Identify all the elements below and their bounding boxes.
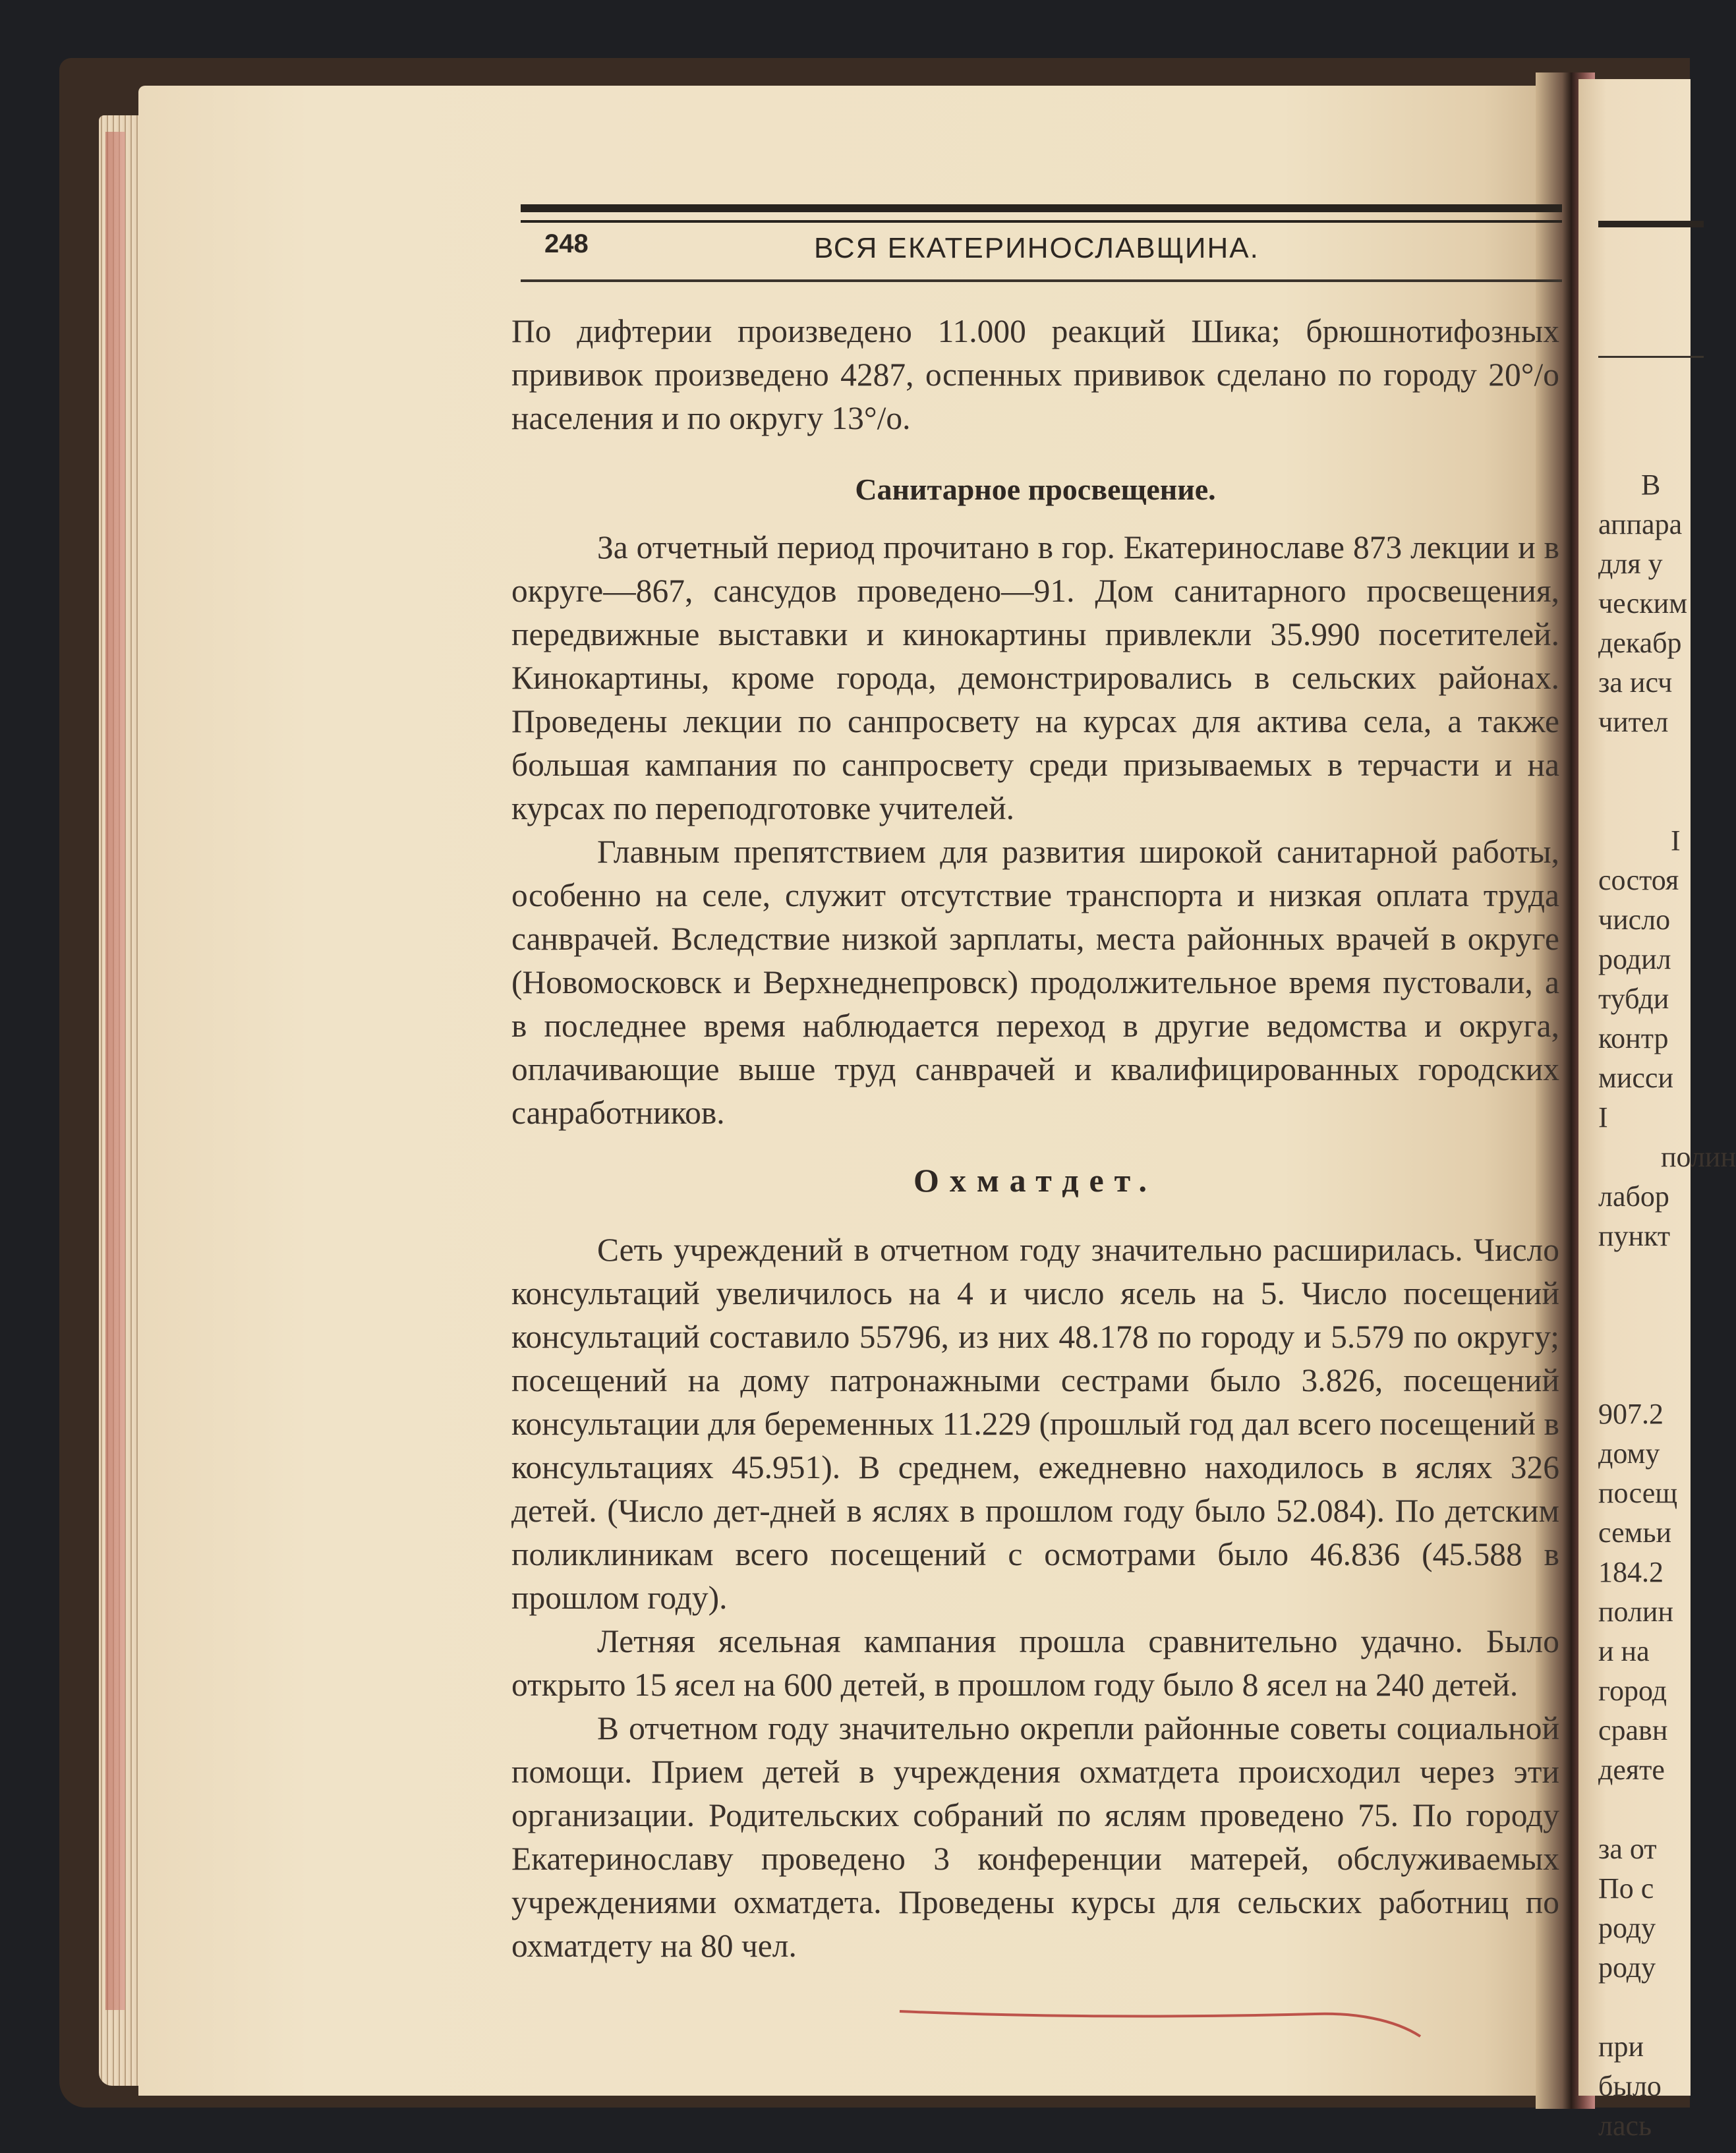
right-page-fragment: родил <box>1598 943 1671 975</box>
right-page-fragment: город <box>1598 1675 1667 1707</box>
right-page-fragment: пункт <box>1598 1220 1671 1252</box>
right-page-fragment: лабор <box>1598 1180 1669 1213</box>
right-page-fragment: семьи <box>1598 1516 1672 1549</box>
paragraph-intro: По дифтерии произведено 11.000 реакций Шика; брюшнотифозных прививок произведено 4287, оспенных прививок сделано по городу 20°/о населения и по округу 13°/о. <box>511 313 1559 436</box>
section-title-okhmatdet: Охматдет. <box>913 1162 1157 1199</box>
right-page-fragment: 184.2 <box>1598 1556 1664 1588</box>
right-page-fragment: тубди <box>1598 983 1669 1015</box>
right-page-fragment: при <box>1598 2030 1644 2063</box>
right-page-fragment: за от <box>1598 1833 1657 1865</box>
header-rule-thin <box>521 220 1562 223</box>
right-page-fragment: По с <box>1598 1872 1654 1905</box>
red-cover-edge <box>105 132 125 2010</box>
running-head: ВСЯ ЕКАТЕРИНОСЛАВЩИНА. <box>814 232 1259 264</box>
page-number: 248 <box>544 229 589 258</box>
right-page-fragment: для у <box>1598 548 1663 580</box>
paragraph: Главным препятствием для развития широкой санитарной работы, особенно на селе, служит отсутствие транспорта и низкая оплата труда санврачей. Вследствие низкой зарплаты, места районных врачей в округе (Новомосковск и Верхнеднепровск) продолжительное время пустовали, а в последнее время наблюдается переход в другие ведомства и округа, оплачивающие выше труд санврачей и квалифицированных городских санработников. <box>511 834 1559 1131</box>
right-page-fragment: было <box>1598 2070 1662 2102</box>
right-page-header-rule-thin <box>1598 356 1704 358</box>
right-page-fragment: В <box>1641 469 1661 501</box>
header-rule-thick <box>521 204 1562 212</box>
right-page-fragment: полин <box>1598 1595 1674 1628</box>
right-page-fragment: полин <box>1661 1141 1736 1173</box>
right-page-fragment: и на <box>1598 1635 1650 1667</box>
right-page-fragment: декабр <box>1598 627 1682 659</box>
right-page-fragment: I <box>1598 1101 1608 1134</box>
right-page-fragment: число <box>1598 904 1671 936</box>
right-page-fragment: контр <box>1598 1022 1669 1054</box>
right-page-fragment: мисси <box>1598 1062 1673 1094</box>
right-page-fragment: лась <box>1598 2110 1652 2142</box>
paragraph: Летняя ясельная кампания прошла сравнительно удачно. Было открыто 15 ясел на 600 детей, в прошлом году было 8 ясел на 240 детей. <box>511 1623 1559 1703</box>
page-body <box>511 310 1559 1968</box>
section-title-sanitary-education: Санитарное просвещение. <box>855 473 1216 506</box>
right-page-fragment: I <box>1671 824 1681 857</box>
right-page-fragment: за исч <box>1598 666 1673 699</box>
right-page-fragment: состоя <box>1598 864 1679 896</box>
right-page-fragment: роду <box>1598 1912 1656 1944</box>
paragraph: За отчетный период прочитано в гор. Екатеринославе 873 лекции и в округе—867, сансудов проведено—91. Дом санитарного просвещения, передвижные выставки и кинокартины привлекли 35.990 посетителей. Кинокартины, кроме города, демонстрировались в сельских районах. Проведены лекции по санпросвету на курсах для актива села, а также большая кампания по санпросвету среди призываемых в терчасти и на курсах по переподготовке учителей. <box>511 529 1559 826</box>
right-page-fragment: дому <box>1598 1437 1660 1470</box>
right-page-fragment: деяте <box>1598 1754 1665 1786</box>
right-page-fragment: аппара <box>1598 508 1683 540</box>
right-page-fragment: посещ <box>1598 1477 1678 1509</box>
paragraph: Сеть учреждений в отчетном году значительно расширилась. Число консультаций увеличилось на 4 и число ясель на 5. Число посещений консультаций составило 55796, из них 48.178 по городу и 5.579 по округу; посещений на дому патронажными сестрами было 3.826, посещений консультации для беременных 11.229 (прошлый год дал всего посещений в консультациях 45.951). В среднем, ежедневно находилось в яслях 326 детей. (Число дет-дней в яслях в прошлом году было 52.084). По детским поликлиникам всего посещений с осмотрами было 46.836 (45.588 в прошлом году). <box>511 1232 1559 1616</box>
paragraph: В отчетном году значительно окрепли районные советы социальной помощи. Прием детей в учреждения охматдета происходил через эти организации. Родительских собраний по яслям проведено 75. По городу Екатеринославу проведено 3 конференции матерей, обслуживаемых учреждениями охматдета. Проведены курсы для сельских работниц по охматдету на 80 чел. <box>511 1710 1559 1964</box>
right-page <box>1578 79 1736 2142</box>
right-page-fragment: чител <box>1598 706 1669 738</box>
right-page-header-rule <box>1598 221 1704 227</box>
header-rule-bottom <box>521 279 1562 282</box>
right-page-fragment: роду <box>1598 1951 1656 1984</box>
right-page-fragment: сравн <box>1598 1714 1668 1746</box>
right-page-fragment: 907.2 <box>1598 1398 1664 1430</box>
right-page-fragment: ческим <box>1598 587 1688 619</box>
